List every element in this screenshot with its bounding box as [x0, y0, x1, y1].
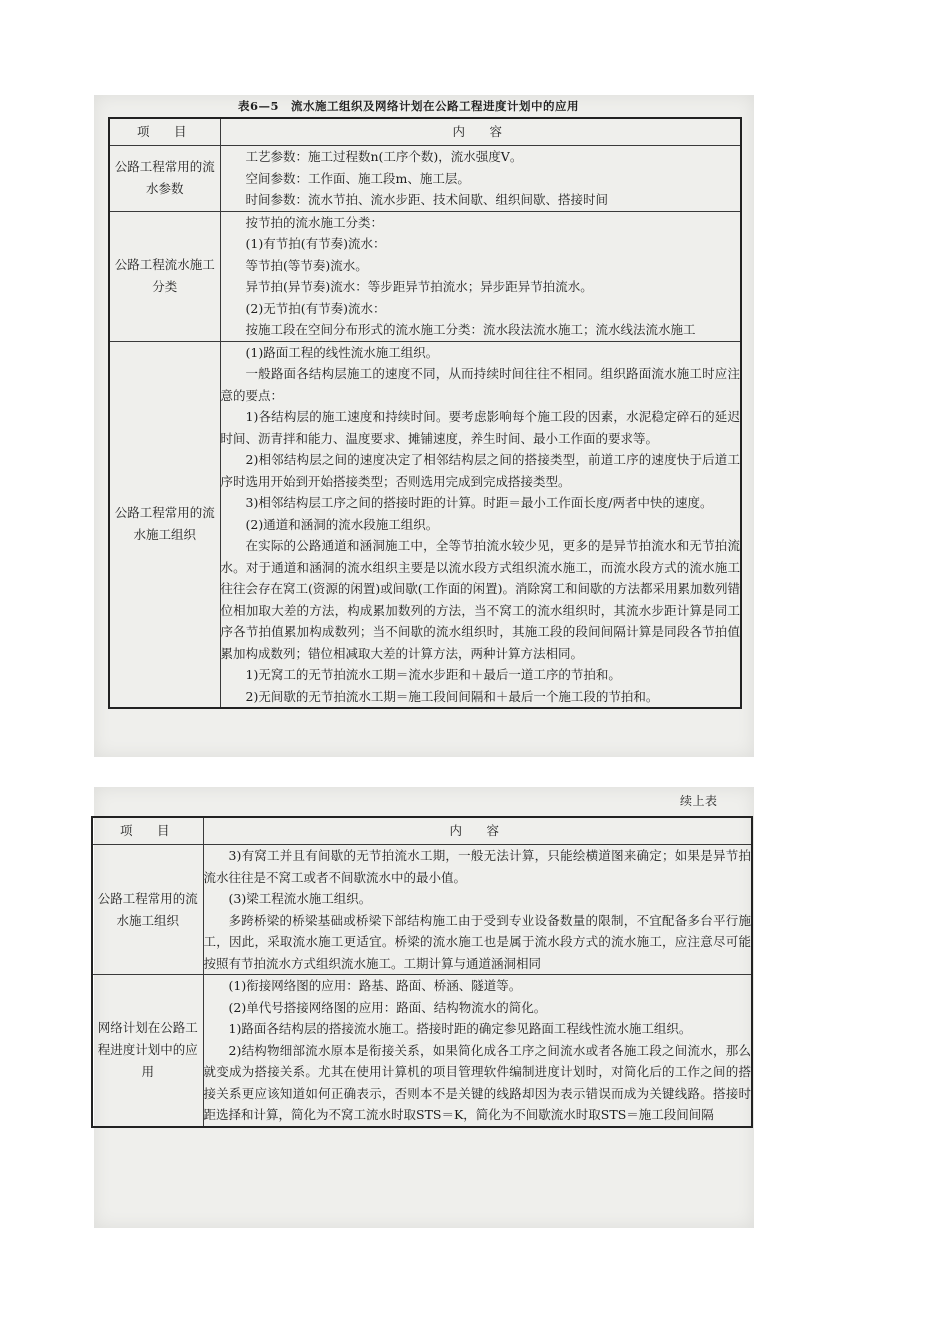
content-line: 空间参数：工作面、施工段m、施工层。 [245, 170, 470, 186]
content-line: 1)各结构层的施工速度和持续时间。要考虑影响每个施工段的因素，水泥稳定碎石的延迟时间、沥青拌和能力、温度要求、摊铺速度，养生时间、最小工作面的要求等。 [220, 409, 740, 446]
header-item: 项 目 [109, 118, 220, 146]
content-line: 3)有窝工并且有间歇的无节拍流水工期，一般无法计算，只能绘横道图来确定；如果是异节拍流水往往是不窝工或者不间歇流水中的最小值。 [203, 848, 751, 885]
content-line: 1)路面各结构层的搭接流水施工。搭接时距的确定参见路面工程线性流水施工组织。 [228, 1021, 692, 1036]
row-content [203, 845, 752, 975]
content-line: 在实际的公路通道和涵洞施工中，全等节拍流水较少见，更多的是异节拍流水和无节拍流水。对于通道和涵洞的流水组织主要是以流水段方式组织流水施工，而流水段方式的流水施工往往会存在窝工(资源的闲置)或间歇(工作面的闲置)。消除窝工和间歇的方法都采用累加数列错位相加取大差的方法，构成累加数列的方法，当不窝工的流水组织时，其流水步距计算是同工序各节拍值累加构成数列；当不间歇的流水组织时，其施工段的段间间隔计算是同段各节拍值累加构成数列；错位相减取大差的计算方法，两种计算方法相同。 [220, 538, 741, 661]
row-item-label: 网络计划在公路工程进度计划中的应用 [92, 975, 203, 1127]
content-line: 等节拍(等节奏)流水。 [245, 257, 368, 273]
table-row [109, 211, 741, 341]
row-item-label: 公路工程常用的流水施工组织 [109, 341, 220, 708]
content-line: 按节拍的流水施工分类： [245, 214, 384, 230]
table-header-row [109, 118, 741, 146]
table-row [92, 975, 752, 1127]
content-line: (1)有节拍(有节奏)流水： [245, 236, 386, 251]
content-line: 3)相邻结构层工序之间的搭接时距的计算。时距＝最小工作面长度/两者中快的速度。 [245, 495, 713, 510]
table-caption: 表6—5 流水施工组织及网络计划在公路工程进度计划中的应用 [238, 99, 580, 113]
row-content [203, 975, 752, 1127]
content-line: (3)梁工程流水施工组织。 [228, 891, 372, 906]
row-item-label: 公路工程常用的流水施工组织 [92, 845, 203, 975]
header-item: 项 目 [92, 817, 203, 845]
table-row [109, 341, 741, 708]
row-item-label: 公路工程常用的流水参数 [109, 146, 220, 212]
content-line: 时间参数：流水节拍、流水步距、技术间歇、组织间歇、搭接时间 [245, 192, 609, 207]
content-line: 一般路面各结构层施工的速度不同，从而持续时间往往不相同。组织路面流水施工时应注意的要点： [220, 366, 740, 403]
row-content [220, 211, 741, 341]
content-line: (2)无节拍(有节奏)流水： [245, 300, 386, 316]
content-line: 按施工段在空间分布形式的流水施工分类：流水段法流水施工；流水线法流水施工 [245, 322, 696, 337]
content-line: (2)单代号搭接网络图的应用：路面、结构物流水的简化。 [228, 999, 547, 1015]
table-row [109, 146, 741, 212]
header-content: 内 容 [220, 118, 741, 146]
row-content [220, 146, 741, 212]
content-line: 2)相邻结构层之间的速度决定了相邻结构层之间的搭接类型，前道工序的速度快于后道工序时选用开始到开始搭接类型；否则选用完成到完成搭接类型。 [220, 452, 740, 489]
table-main [108, 117, 742, 709]
content-line: 1)无窝工的无节拍流水工期＝流水步距和＋最后一道工序的节拍和。 [245, 667, 621, 682]
row-item-label: 公路工程流水施工分类 [109, 211, 220, 341]
header-content: 内 容 [203, 817, 752, 845]
table-continued [91, 816, 753, 1128]
content-line: 2)无间歇的无节拍流水工期＝施工段间间隔和＋最后一个施工段的节拍和。 [245, 688, 659, 704]
row-content [220, 341, 741, 708]
table-header-row [92, 817, 752, 845]
table-row [92, 845, 752, 975]
content-line: (1)路面工程的线性流水施工组织。 [245, 344, 439, 360]
content-line: 异节拍(异节奏)流水：等步距异节拍流水；异步距异节拍流水。 [245, 279, 593, 294]
content-line: 2)结构物细部流水原本是衔接关系，如果简化成各工序之间流水或者各施工段之间流水，那么就变成为搭接关系。尤其在使用计算机的项目管理软件编制进度计划时，对简化后的工作之间的搭接关系更应该知道如何正确表示，否则本不是关键的线路却因为表示错误而成为关键线路。搭接时距选择和计算，简化为不窝工流水时取STS＝K，简化为不间歇流水时取STS＝施工段间间隔 [203, 1042, 751, 1122]
content-line: (2)通道和涵洞的流水段施工组织。 [245, 516, 439, 532]
content-line: 工艺参数：施工过程数n(工序个数)，流水强度V。 [245, 149, 523, 164]
content-line: 多跨桥梁的桥梁基础或桥梁下部结构施工由于受到专业设备数量的限制，不宜配备多台平行施工，因此，采取流水施工更适宜。桥梁的流水施工也是属于流水段方式的流水施工，应注意尽可能按照有节拍流水方式组织流水施工。工期计算与通道涵洞相同 [203, 912, 751, 971]
content-line: (1)衔接网络图的应用：路基、路面、桥涵、隧道等。 [228, 978, 522, 993]
continued-caption: 续上表 [680, 794, 718, 808]
